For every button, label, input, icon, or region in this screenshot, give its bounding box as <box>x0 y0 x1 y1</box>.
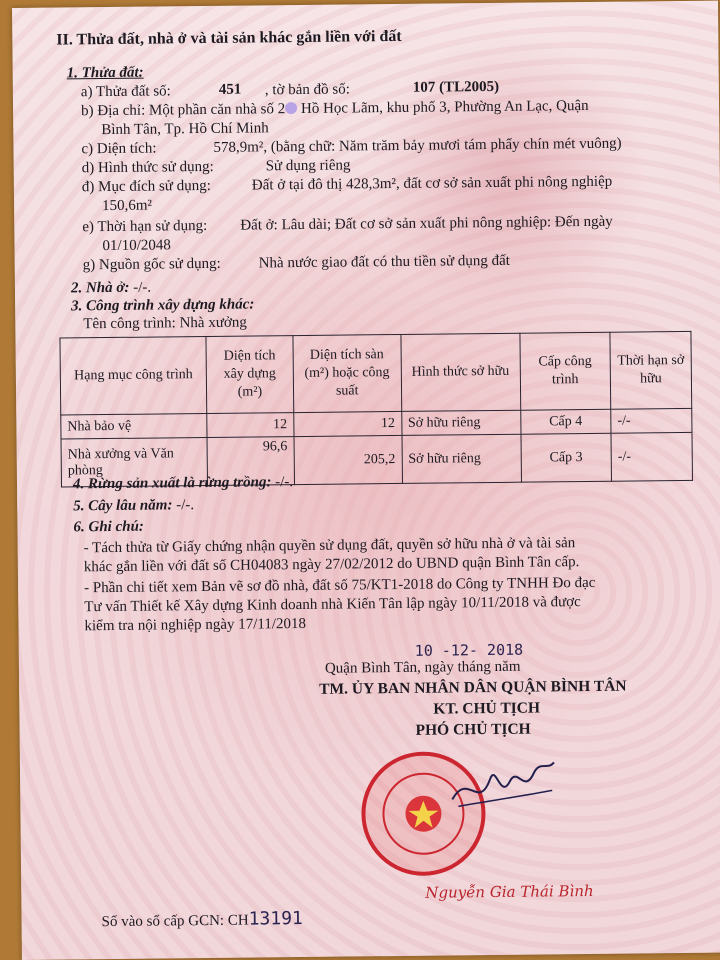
cell-ownership: Sở hữu riêng <box>402 434 522 483</box>
cell-build-area: 96,6 <box>207 437 294 486</box>
works-heading: 3. Công trình xây dựng khác: <box>71 296 255 315</box>
registry-label: Số vào sổ cấp GCN: CH <box>101 912 249 931</box>
address-line-1 <box>81 98 589 120</box>
house-heading: 2. Nhà ở: <box>70 279 130 297</box>
vice-title: PHÓ CHỦ TỊCH <box>415 720 531 739</box>
term-value: Đất ở: Lâu dài; Đất cơ sở sản xuất phi nông nghiệp: Đến ngày <box>240 213 613 234</box>
col-floor-area: Diện tích sàn (m²) hoặc công suất <box>293 334 402 412</box>
origin-value: Nhà nước giao đất có thu tiền sử dụng đất <box>258 252 510 272</box>
notes-line-5: kiểm tra nội nghiệp ngày 17/11/2018 <box>84 615 307 635</box>
usage-form-label: d) Hình thức sử dụng: <box>81 158 214 177</box>
cell-grade: Cấp 3 <box>521 433 612 482</box>
works-name-label: Tên công trình: <box>83 315 176 333</box>
parcel-number: 451 <box>218 81 242 98</box>
cell-floor-area: 205,2 <box>294 435 402 484</box>
notes-line-3: - Phần chi tiết xem Bản vẽ sơ đồ nhà, đất số 75/KT1-2018 do Công ty TNHH Đo đạc <box>83 574 596 597</box>
kt-title: KT. CHỦ TỊCH <box>433 699 541 718</box>
works-name-row <box>83 315 247 334</box>
map-sheet-label: , tờ bản đồ số: <box>264 81 350 99</box>
place-date: Quận Bình Tân, ngày tháng năm <box>324 658 521 677</box>
forest-heading: 4. Rừng sản xuất là rừng trồng: <box>72 474 272 493</box>
land-heading: 1. Thửa đất: <box>66 64 144 82</box>
works-table <box>59 331 693 491</box>
cell-ownership: Sở hữu riêng <box>401 410 520 435</box>
perennial-value: -/-. <box>172 497 195 514</box>
usage-form-value: Sử dụng riêng <box>265 157 351 175</box>
signer-name: Nguyễn Gia Thái Bình <box>425 881 594 902</box>
col-term: Thời hạn sở hữu <box>610 331 692 409</box>
table-header-row <box>60 331 692 415</box>
address-start: b) Địa chỉ: Một phần căn nhà số 2 <box>81 101 286 120</box>
notes-line-2: khác gắn liền với đất số CH04083 ngày 27/02/2012 do UBND quận Bình Tân cấp. <box>83 554 580 576</box>
cell-floor-area: 12 <box>294 411 402 436</box>
map-sheet-number: 107 (TL2005) <box>412 78 500 96</box>
col-grade: Cấp công trình <box>520 332 611 410</box>
purpose-value: Đất ở tại đô thị 428,3m², đất cơ sở sản xuất phi nông nghiệp <box>251 173 613 194</box>
address-rest: Hồ Học Lãm, khu phố 3, Phường An Lạc, Quận <box>297 97 589 118</box>
cell-term: -/- <box>611 408 692 433</box>
cell-item: Nhà xưởng và Văn phòng <box>61 437 208 487</box>
notes-line-1: - Tách thửa từ Giấy chứng nhận quyền sử dụng đất, quyền sở hữu nhà ở và tài sản <box>83 535 576 557</box>
cell-grade: Cấp 4 <box>520 409 611 434</box>
registry-number: 13191 <box>248 908 303 930</box>
term-label: e) Thời hạn sử dụng: <box>82 217 208 236</box>
section-title: II. Thửa đất, nhà ở và tài sản khác gắn liền với đất <box>56 27 402 49</box>
notes-heading: 6. Ghi chú: <box>73 518 144 536</box>
signature-icon <box>448 750 559 821</box>
origin-label: g) Nguồn gốc sử dụng: <box>82 255 221 274</box>
perennial-heading: 5. Cây lâu năm: <box>73 497 173 515</box>
term-value-cont: 01/10/2048 <box>102 237 171 255</box>
col-item: Hạng mục công trình <box>60 336 207 415</box>
stamped-date: 10 -12- 2018 <box>414 640 524 660</box>
works-name-value: Nhà xưởng <box>179 314 247 332</box>
purpose-value-cont: 150,6m² <box>101 197 153 215</box>
cell-term: -/- <box>611 432 692 481</box>
issuing-org: TM. ỦY BAN NHÂN DÂN QUẬN BÌNH TÂN <box>319 677 627 698</box>
registry-row <box>101 908 302 931</box>
cell-build-area: 12 <box>207 413 294 438</box>
notes-line-4: Tư vấn Thiết kế Xây dựng Kinh doanh nhà Kiến Tân lập ngày 10/11/2018 và được <box>84 594 581 616</box>
redaction-blur <box>285 102 297 114</box>
cell-item: Nhà bảo vệ <box>61 413 207 439</box>
parcel-label: a) Thửa đất số: <box>80 83 171 101</box>
area-value: 578,9m², (bằng chữ: Năm trăm bảy mươi tám phẩy chín mét vuông) <box>213 135 622 156</box>
col-build-area: Diện tích xây dựng (m²) <box>206 336 294 414</box>
certificate-page <box>12 1 720 960</box>
perennial-row <box>73 496 194 515</box>
house-row <box>71 279 151 298</box>
forest-value: -/-. <box>271 474 294 491</box>
col-ownership: Hình thức sở hữu <box>400 333 520 411</box>
address-line-2: Bình Tân, Tp. Hồ Chí Minh <box>101 120 269 139</box>
house-value: -/-. <box>129 279 152 296</box>
purpose-label: đ) Mục đích sử dụng: <box>81 177 211 196</box>
forest-row <box>73 473 293 493</box>
area-label: c) Diện tích: <box>81 140 157 158</box>
